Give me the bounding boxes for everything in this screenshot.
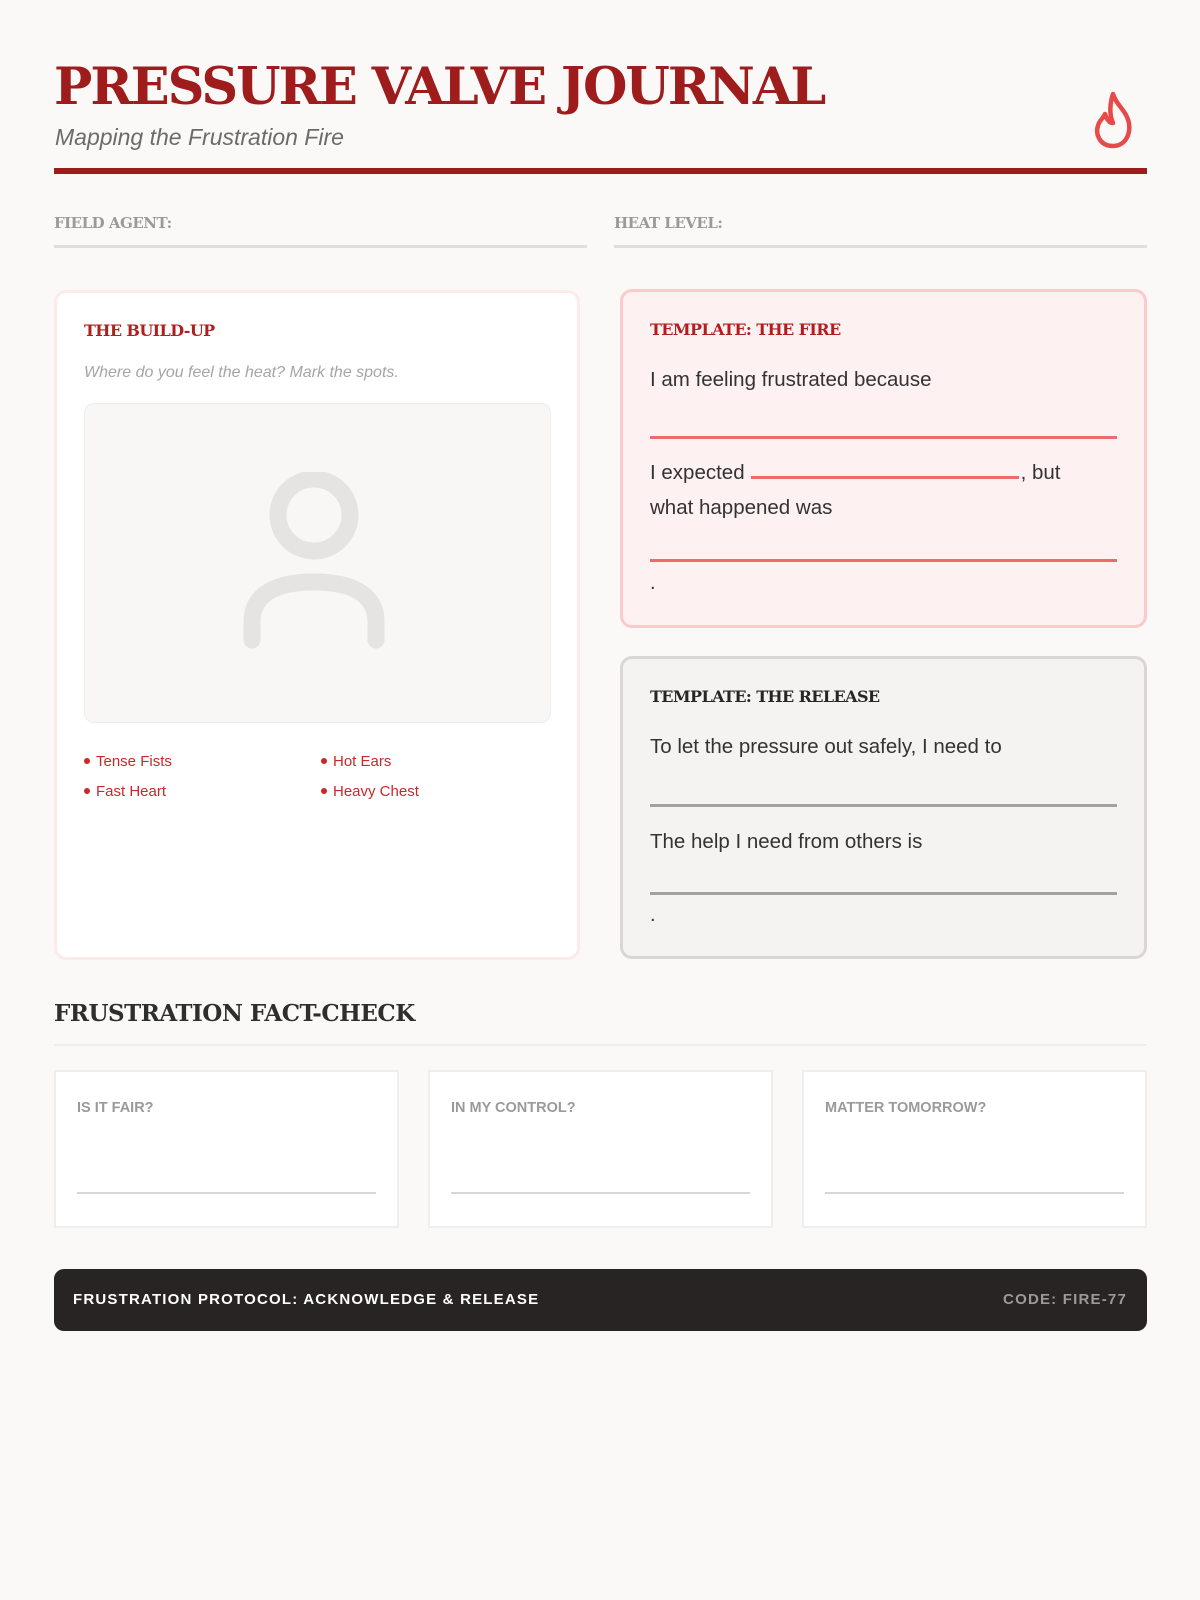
fire-title: TEMPLATE: THE FIRE xyxy=(650,320,841,339)
section-divider xyxy=(54,1044,1147,1046)
release-period: . xyxy=(650,904,656,926)
factcheck-title: FRUSTRATION FACT-CHECK xyxy=(54,1000,415,1027)
person-outline-icon xyxy=(243,472,393,652)
marker-dot-icon xyxy=(321,788,327,794)
factcheck-answer-line[interactable] xyxy=(825,1192,1124,1194)
fire-answer-line-1[interactable] xyxy=(650,436,1117,439)
fire-period: . xyxy=(650,572,656,594)
release-prompt-1: To let the pressure out safely, I need to xyxy=(650,735,1002,758)
body-map-area[interactable] xyxy=(84,403,551,723)
marker-heavy-chest[interactable] xyxy=(321,783,419,800)
footer-code: CODE: FIRE-77 xyxy=(1003,1291,1127,1308)
marker-label: Heavy Chest xyxy=(333,783,419,800)
fire-template-card xyxy=(620,289,1147,628)
buildup-title: THE BUILD-UP xyxy=(84,321,215,340)
release-template-card xyxy=(620,656,1147,959)
page-title: PRESSURE VALVE JOURNAL xyxy=(54,57,825,117)
field-agent-field[interactable] xyxy=(54,214,587,248)
factcheck-answer-line[interactable] xyxy=(77,1192,376,1194)
release-title: TEMPLATE: THE RELEASE xyxy=(650,687,880,706)
fire-prompt-1: I am feeling frustrated because xyxy=(650,368,932,391)
marker-tense-fists[interactable] xyxy=(84,753,172,770)
factcheck-answer-line[interactable] xyxy=(451,1192,750,1194)
fire-prompt-2-end: what happened was xyxy=(650,496,833,519)
marker-hot-ears[interactable] xyxy=(321,753,391,770)
release-prompt-2: The help I need from others is xyxy=(650,830,923,853)
heat-level-label: HEAT LEVEL: xyxy=(614,214,723,232)
marker-label: Hot Ears xyxy=(333,753,392,770)
factcheck-tomorrow xyxy=(802,1070,1147,1228)
page-subtitle: Mapping the Frustration Fire xyxy=(55,124,344,150)
factcheck-label: IN MY CONTROL? xyxy=(451,1100,576,1116)
factcheck-label: IS IT FAIR? xyxy=(77,1100,154,1116)
flame-icon xyxy=(1089,90,1137,152)
marker-label: Fast Heart xyxy=(96,783,167,800)
factcheck-control xyxy=(428,1070,773,1228)
fire-prompt-2-start: I expected xyxy=(650,461,745,484)
marker-dot-icon xyxy=(321,758,327,764)
buildup-card xyxy=(54,290,580,960)
marker-fast-heart[interactable] xyxy=(84,783,166,800)
factcheck-label: MATTER TOMORROW? xyxy=(825,1100,987,1116)
release-answer-line-2[interactable] xyxy=(650,892,1117,895)
fire-prompt-2 xyxy=(650,455,1117,525)
marker-label: Tense Fists xyxy=(96,753,172,770)
footer-bar xyxy=(54,1269,1147,1331)
footer-protocol: FRUSTRATION PROTOCOL: ACKNOWLEDGE & RELEASE xyxy=(73,1291,540,1308)
factcheck-fair xyxy=(54,1070,399,1228)
page-header xyxy=(54,56,1147,174)
fire-expected-blank[interactable] xyxy=(751,459,1019,479)
release-answer-line-1[interactable] xyxy=(650,804,1117,807)
fire-answer-line-2[interactable] xyxy=(650,559,1117,562)
marker-dot-icon xyxy=(84,758,90,764)
buildup-hint: Where do you feel the heat? Mark the spots. xyxy=(84,364,399,381)
heat-level-field[interactable] xyxy=(614,214,1147,248)
field-agent-label: FIELD AGENT: xyxy=(54,214,172,232)
fire-prompt-2-mid: , but xyxy=(1020,461,1061,484)
marker-dot-icon xyxy=(84,788,90,794)
